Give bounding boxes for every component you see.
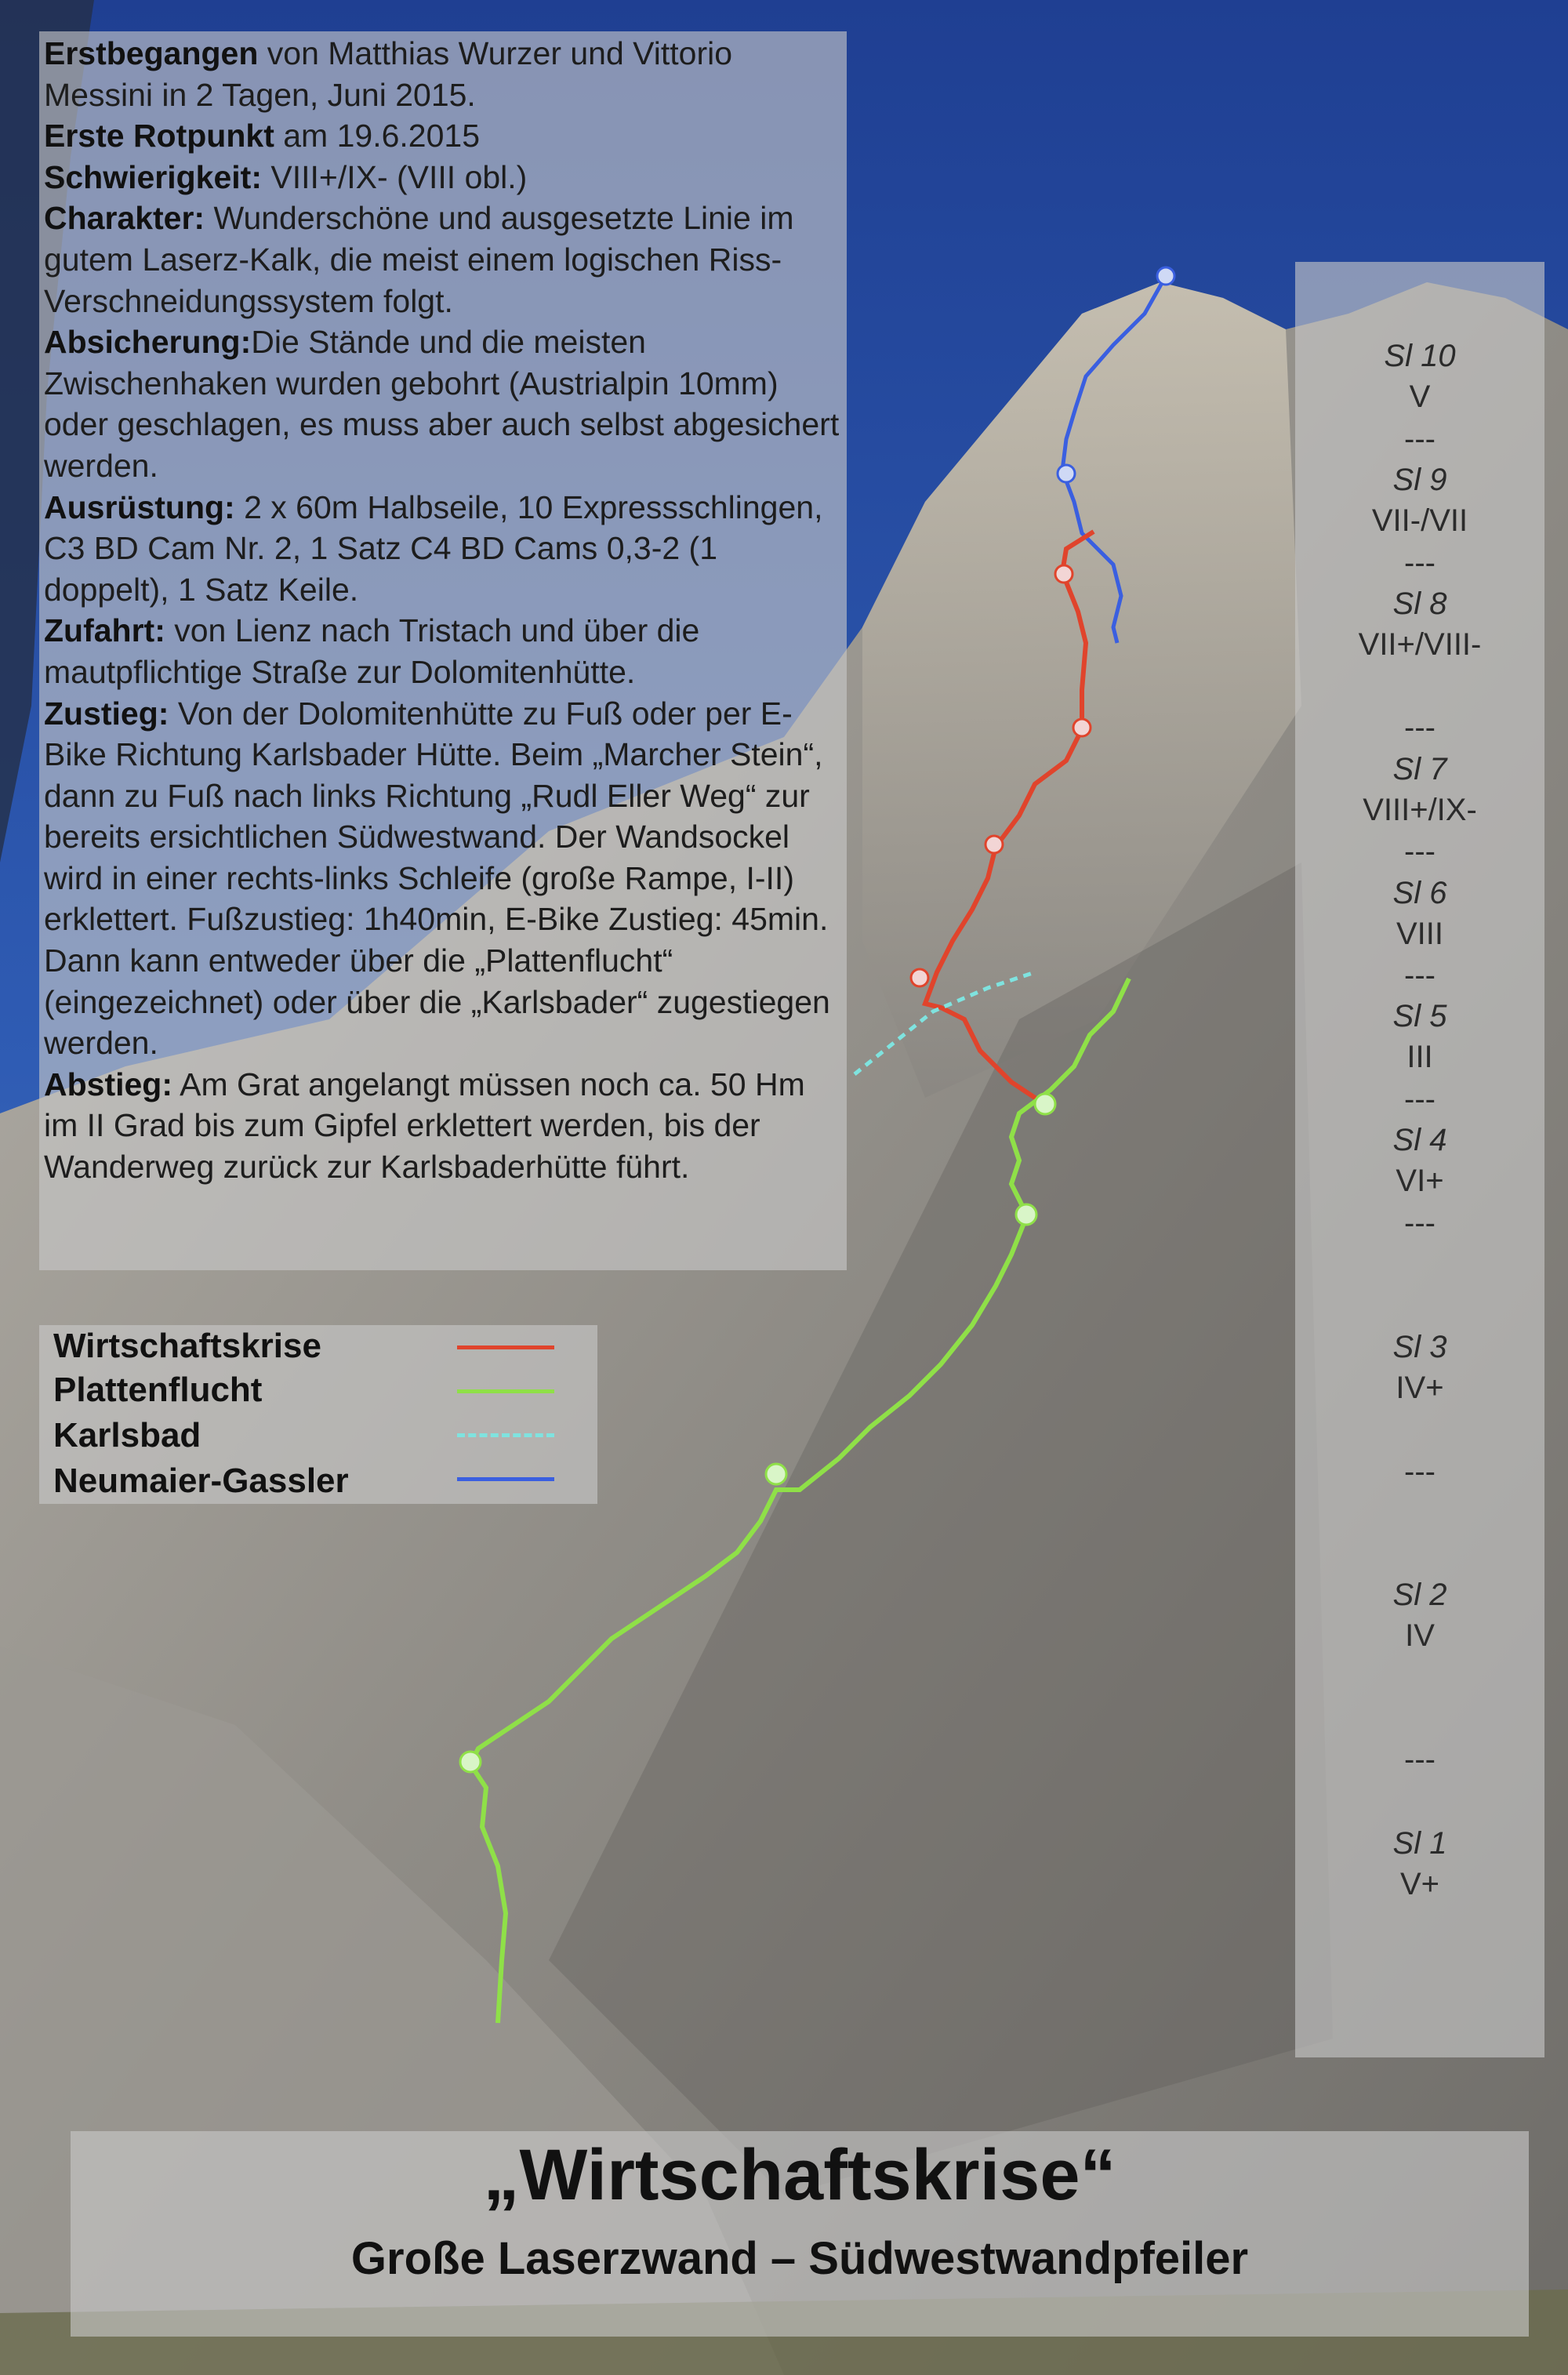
pitch-separator: --- <box>1404 1082 1436 1117</box>
pitch-separator: --- <box>1404 422 1436 456</box>
difficulty: Schwierigkeit: VIII+/IX- (VIII obl.) <box>44 158 528 195</box>
belay-station <box>460 1752 481 1772</box>
pitch-separator: --- <box>1404 834 1436 869</box>
pitch-separator: --- <box>1404 958 1436 993</box>
legend-item-karlsbad: Karlsbad <box>53 1416 201 1454</box>
first-ascent: Erstbegangen von Matthias Wurzer und Vittorio Messini in 2 Tagen, Juni 2015. <box>44 35 733 113</box>
protection: Absicherung:Die Stände und die meisten Zwischenhaken wurden gebohrt (Austrialpin 10mm) oder geschlagen, es muss aber auch selbst abgesichert werden. <box>44 324 840 484</box>
belay-station <box>1157 267 1174 285</box>
belay-station <box>1035 1094 1055 1114</box>
pitch-2: Sl 2 IV <box>1392 1578 1447 1653</box>
belay-station <box>1073 719 1091 736</box>
pitch-7: Sl 7 VIII+/IX- <box>1363 752 1477 827</box>
pitch-separator: --- <box>1404 710 1436 745</box>
belay-station <box>911 969 928 986</box>
legend-line-plattenflucht <box>457 1389 554 1393</box>
belay-station <box>1058 465 1075 482</box>
approach-continued: Dann kann entweder über die „Plattenflucht“ (eingezeichnet) oder über die „Karlsbader“ zugestiegen werden. <box>44 942 830 1062</box>
pitch-separator: --- <box>1404 1454 1436 1489</box>
character: Charakter: Wunderschöne und ausgesetzte Linie im gutem Laserz-Kalk, die meist einem logischen Riss- Verschneidungssystem folgt. <box>44 200 794 319</box>
pitch-separator: --- <box>1404 1742 1436 1777</box>
route-title: „Wirtschaftskrise“ <box>483 2135 1116 2215</box>
legend-line-wirtschaftskrise <box>457 1345 554 1349</box>
route-description <box>44 33 844 1188</box>
belay-station <box>766 1464 786 1484</box>
pitch-separator: --- <box>1404 546 1436 580</box>
pitch-1: Sl 1 V+ <box>1392 1826 1447 1901</box>
gear: Ausrüstung: 2 x 60m Halbseile, 10 Expressschlingen, C3 BD Cam Nr. 2, 1 Satz C4 BD Cams 0,3-2 (1 doppelt), 1 Satz Keile. <box>44 488 823 608</box>
belay-station <box>985 836 1003 853</box>
pitch-5: Sl 5 III <box>1392 999 1447 1074</box>
legend-line-karlsbad <box>457 1433 554 1437</box>
legend-line-neumaier-gassler <box>457 1477 554 1481</box>
descent: Abstieg: Am Grat angelangt müssen noch ca. 50 Hm im II Grad bis zum Gipfel erklettert werden, bis der Wanderweg zurück zur Karlsbaderhütte führt. <box>44 1066 805 1186</box>
pitch-separator: --- <box>1404 1206 1436 1240</box>
pitch-10: Sl 10 V <box>1384 339 1456 414</box>
legend-item-wirtschaftskrise: Wirtschaftskrise <box>53 1327 321 1365</box>
redpoint: Erste Rotpunkt am 19.6.2015 <box>44 118 480 154</box>
belay-station <box>1016 1204 1036 1225</box>
belay-station <box>1055 565 1073 583</box>
pitch-6: Sl 6 VIII <box>1392 876 1447 951</box>
access: Zufahrt: von Lienz nach Tristach und über die mautpflichtige Straße zur Dolomitenhütte. <box>44 612 700 690</box>
legend-item-plattenflucht: Plattenflucht <box>53 1371 263 1409</box>
pitch-9: Sl 9 VII-/VII <box>1371 463 1468 538</box>
approach: Zustieg: Von der Dolomitenhütte zu Fuß oder per E-Bike Richtung Karlsbader Hütte. Beim „Marcher Stein“, dann zu Fuß nach links Richtung „Rudl Eller Weg“ zur bereits ersichtlichen Südwestwand. Der Wandsockel wird in einer rechts-links Schleife (große Rampe, I-II) erklettert. Fußzustieg: 1h40min, E-Bike Zustieg: 45min. <box>44 695 829 938</box>
legend-item-neumaier-gassler: Neumaier-Gassler <box>53 1462 349 1500</box>
route-subtitle: Große Laserzwand – Südwestwandpfeiler <box>350 2233 1249 2284</box>
pitch-8: Sl 8 VII+/VIII- <box>1358 586 1482 662</box>
pitch-4: Sl 4 VI+ <box>1392 1123 1447 1198</box>
pitch-3: Sl 3 IV+ <box>1392 1330 1447 1405</box>
